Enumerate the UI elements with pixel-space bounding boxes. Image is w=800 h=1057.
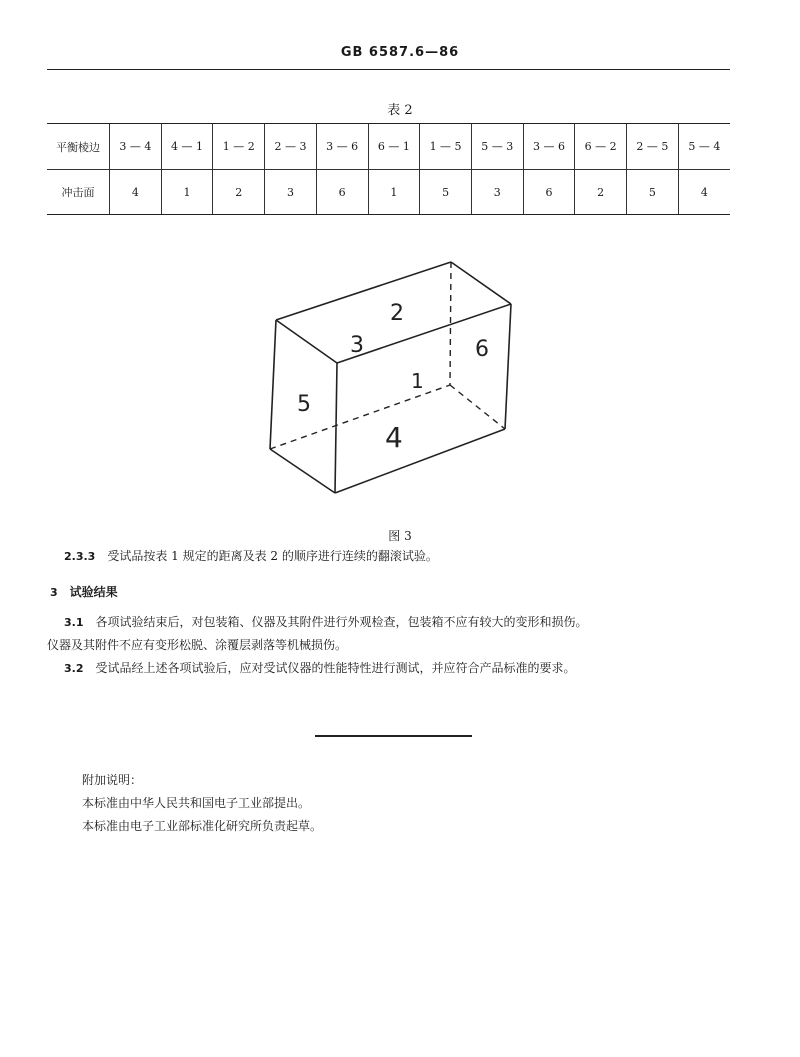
box-edge [335,429,505,493]
clause-number: 3.1 [64,616,84,629]
clause-text: 受试品经上述各项试验后，应对受试仪器的性能特性进行测试，并应符合产品标准的要求。 [95,661,576,675]
notes-line: 本标准由中华人民共和国电子工业部提出。 [82,796,311,810]
face-label-5: 5 [297,392,311,417]
notes-title: 附加说明： [82,773,143,787]
clause-number: 2.3.3 [64,550,96,563]
box-edge [270,449,335,493]
box-edge [270,320,276,449]
face-label-6: 6 [475,337,489,362]
table-cell: 2 — 3 [265,124,317,170]
table-cell: 2 [213,170,265,215]
end-rule [315,735,472,737]
section-number: 3 [50,586,58,599]
table-cell: 5 [627,170,679,215]
table-cell: 3 — 4 [110,124,162,170]
table-cell: 6 [316,170,368,215]
clause-3-1-line2: 仪器及其附件不应有变形松脱、涂覆层剥落等机械损伤。 [47,638,348,652]
table-cell: 2 — 5 [627,124,679,170]
table-cell: 4 [110,170,162,215]
table-cell: 3 [471,170,523,215]
table-cell: 6 — 2 [575,124,627,170]
clause-2-3-3 [64,546,438,567]
table-cell: 5 — 4 [678,124,730,170]
hidden-edge [450,262,451,385]
box-edge [451,262,511,304]
table-cell: 2 [575,170,627,215]
figure-caption: 图 3 [388,529,412,543]
face-label-1: 1 [411,369,424,393]
clause-number: 3.2 [64,662,84,675]
table-cell: 3 — 6 [523,124,575,170]
table-cell: 5 — 3 [471,124,523,170]
face-label-2: 2 [390,301,404,326]
table-cell: 6 — 1 [368,124,420,170]
table-cell: 3 [265,170,317,215]
box-edge [276,320,337,363]
box-edge [505,304,511,429]
table-title: 表 2 [387,103,413,118]
table-cell: 6 [523,170,575,215]
face-label-3: 3 [350,333,364,358]
table-cell: 1 — 2 [213,124,265,170]
row-label-face: 冲击面 [47,170,110,215]
row-label-edge: 平衡棱边 [47,124,110,170]
table-cell: 5 [420,170,472,215]
box-edge [335,363,337,493]
standard-code-header: GB 6587.6—86 [340,45,460,60]
face-label-4: 4 [385,421,403,454]
section-title: 试验结果 [69,585,118,599]
clause-text: 受试品按表 1 规定的距离及表 2 的顺序进行连续的翻滚试验。 [107,549,438,563]
table-cell: 1 [368,170,420,215]
table-cell: 1 — 5 [420,124,472,170]
table-cell: 1 [161,170,213,215]
section-3-heading [50,582,118,603]
table-cell: 4 [678,170,730,215]
table-cell: 3 — 6 [316,124,368,170]
table-cell: 4 — 1 [161,124,213,170]
clause-3-2 [64,658,576,679]
box-edge [276,262,451,320]
notes-line: 本标准由电子工业部标准化研究所负责起草。 [82,819,323,833]
hidden-edge [450,385,505,429]
clause-text: 各项试验结束后，对包装箱、仪器及其附件进行外观检查，包装箱不应有较大的变形和损伤。 [95,615,588,629]
clause-3-1-line1 [64,612,588,633]
